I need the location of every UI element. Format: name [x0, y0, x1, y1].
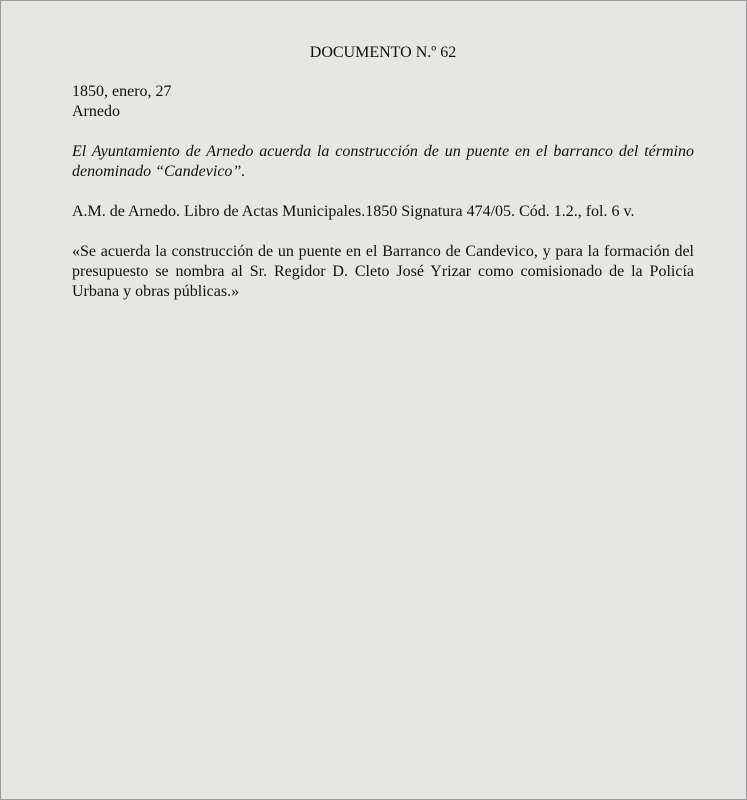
document-place: Arnedo [72, 103, 120, 120]
archival-source: A.M. de Arnedo. Libro de Actas Municipales.1850 Signatura 474/05. Cód. 1.2., fol. 6 v. [72, 203, 635, 220]
document-title: DOCUMENTO N.º 62 [309, 44, 457, 61]
document-body [72, 43, 694, 302]
document-transcription: «Se acuerda la construcción de un puente en el Barranco de Candevico, y para la formación del presupuesto se nombra al Sr. Regidor D. Cleto José Yrizar como comisionado de la Policía Urbana y obras públicas.» [72, 243, 694, 300]
document-summary: El Ayuntamiento de Arnedo acuerda la construcción de un puente en el barranco del término denominado “Candevico”. [72, 143, 694, 180]
document-date: 1850, enero, 27 [72, 83, 172, 100]
